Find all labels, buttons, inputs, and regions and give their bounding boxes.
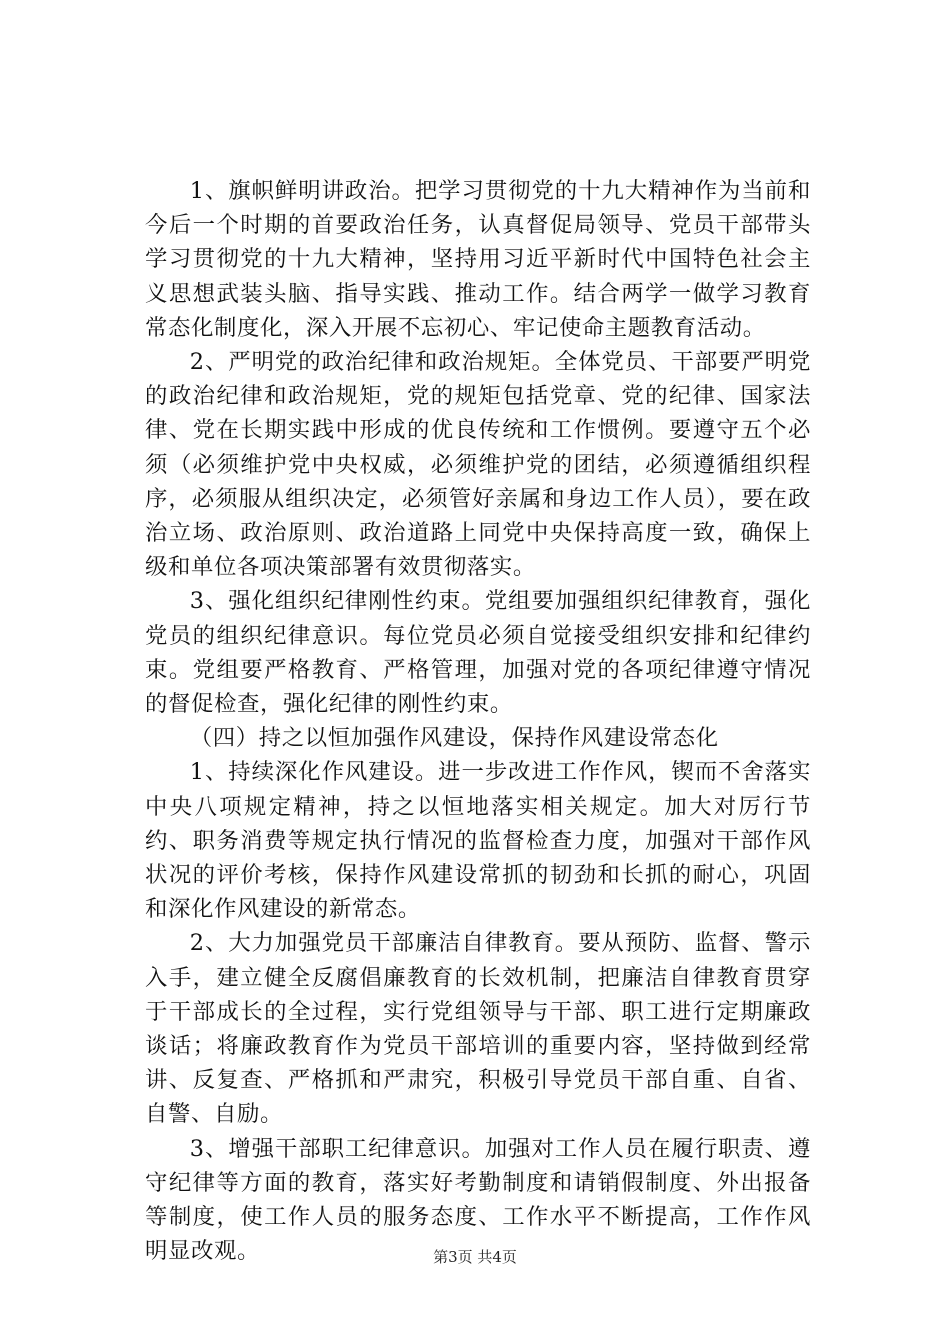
section-heading: （四）持之以恒加强作风建设，保持作风建设常态化 [189, 725, 719, 752]
paragraph-integrity-education: 2、大力加强党员干部廉洁自律教育。要从预防、监督、警示入手，建立健全反腐倡廉教育的长效机制，把廉洁自律教育贯穿于干部成长的全过程，实行党组领导与干部、职工进行定期廉政谈话；将廉政教育作为党员干部培训的重要内容，坚持做到经常讲、反复查、严格抓和严肃究，积极引导党员干部自重、自省、自警、自励。 [145, 930, 811, 1128]
paragraph-organizational-discipline: 3、强化组织纪律刚性约束。党组要加强组织纪律教育，强化党员的组织纪律意识。每位党员必须自觉接受组织安排和纪律约束。党组要严格教育、严格管理，加强对党的各项纪律遵守情况的督促检查，强化纪律的刚性约束。 [145, 588, 811, 718]
document-body [145, 174, 811, 1269]
paragraph-political-discipline: 2、严明党的政治纪律和政治规矩。全体党员、干部要严明党的政治纪律和政治规矩，党的规矩包括党章、党的纪律、国家法律、党在长期实践中形成的优良传统和工作惯例。要遵守五个必须（必须维护党中央权威，必须维护党的团结，必须遵循组织程序，必须服从组织决定，必须管好亲属和身边工作人员），要在政治立场、政治原则、政治道路上同党中央保持高度一致，确保上级和单位各项决策部署有效贯彻落实。 [145, 349, 811, 581]
paragraph-work-style: 1、持续深化作风建设。进一步改进工作作风，锲而不舍落实中央八项规定精神，持之以恒地落实相关规定。加大对厉行节约、职务消费等规定执行情况的监督检查力度，加强对干部作风状况的评价考核，保持作风建设常抓的韧劲和长抓的耐心，巩固和深化作风建设的新常态。 [145, 759, 811, 923]
paragraph-political-stance: 1、旗帜鲜明讲政治。把学习贯彻党的十九大精神作为当前和今后一个时期的首要政治任务，认真督促局领导、党员干部带头学习贯彻党的十九大精神，坚持用习近平新时代中国特色社会主义思想武装头脑、指导实践、推动工作。结合两学一做学习教育常态化制度化，深入开展不忘初心、牢记使命主题教育活动。 [145, 178, 811, 341]
page-footer: 第3页 共4页 [433, 1248, 517, 1266]
paragraph-discipline-awareness: 3、增强干部职工纪律意识。加强对工作人员在履行职责、遵守纪律等方面的教育，落实好考勤制度和请销假制度、外出报备等制度，使工作人员的服务态度、工作水平不断提高，工作作风明显改观。 [145, 1135, 811, 1265]
